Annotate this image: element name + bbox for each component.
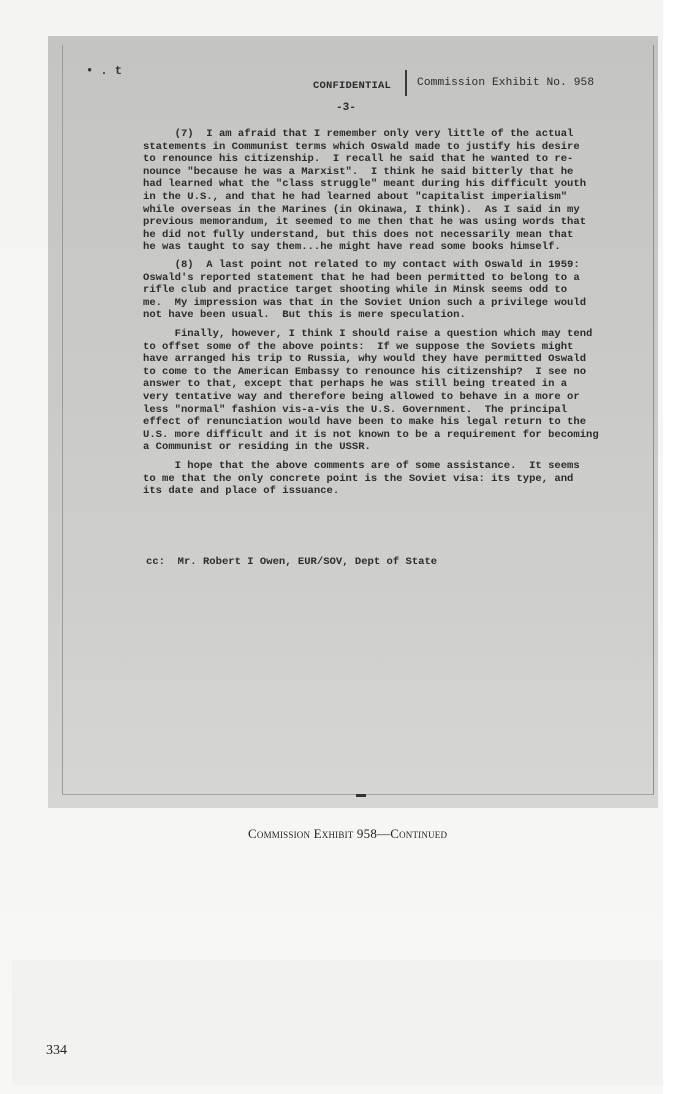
confidential-stamp: CONFIDENTIAL [313,80,392,92]
lower-page-band [12,960,663,1085]
paragraph-finally [143,328,599,454]
text-line: to me that the only concrete point is the Soviet visa: its type, and [143,472,574,485]
text-line: I hope that the above comments are of some assistance. It seems [143,460,580,472]
text-line: to come to the American Embassy to renounce his citizenship? I see no [143,365,587,378]
text-line: its date and place of issuance. [143,485,340,498]
text-line: me. My impression was that in the Soviet Union such a privilege would [143,296,587,309]
text-line: in the U.S., and that he had learned about "capitalist imperialism" [143,190,568,203]
text-line: effect of renunciation would have been to make his legal return to the [143,416,587,429]
text-line: Oswald's reported statement that he had been permitted to belong to a [143,271,580,284]
text-line: (8) A last point not related to my contact with Oswald in 1959: [143,259,580,271]
paragraph-8 [143,259,593,322]
frame-tick-mark [356,794,366,797]
text-line: rifle club and practice target shooting while in Minsk seems odd to [143,284,568,297]
paragraph-closing [143,460,593,498]
exhibit-divider [405,70,407,96]
text-line: have arranged his trip to Russia, why would they have permitted Oswald [143,353,587,366]
text-line: a Communist or residing in the USSR. [143,441,371,454]
text-line: to offset some of the above points: If we suppose the Soviets might [143,340,574,353]
text-line: while overseas in the Marines (in Okinawa, I think). As I said in my [143,203,580,216]
text-line: U.S. more difficult and it is not known to be a requirement for becoming [143,428,599,441]
text-line: previous memorandum, it seemed to me then that he was using words that [143,216,587,229]
paragraph-7 [143,128,593,254]
text-line: nounce "because he was a Marxist". I think he said bitterly that he [143,165,574,178]
text-line: had learned what the "class struggle" meant during his difficult youth [143,178,587,191]
exhibit-label: Commission Exhibit No. 958 [417,77,595,89]
exhibit-caption: Commission Exhibit 958—Continued [248,826,448,841]
text-line: very tentative way and therefore being allowed to behave in a more or [143,390,580,403]
text-line: he did not fully understand, but this does not necessarily mean that [143,228,574,241]
text-line: answer to that, except that perhaps he was still being treated in a [143,378,568,391]
text-line: Finally, however, I think I should raise a question which may tend [143,328,593,340]
text-line: (7) I am afraid that I remember only very little of the actual [143,128,574,140]
text-line: he was taught to say them...he might have read some books himself. [143,241,561,254]
page-number: 334 [46,1043,67,1058]
page-margin-strip [663,0,691,1094]
text-line: to renounce his citizenship. I recall he said that he wanted to re- [143,153,574,166]
text-line: not have been usual. But this is mere speculation. [143,309,466,322]
text-line: less "normal" fashion vis-a-vis the U.S. Government. The principal [143,403,568,416]
page-marker: -3- [336,102,356,114]
text-line: statements in Communist terms which Oswald made to justify his desire [143,140,580,153]
cc-line: cc: Mr. Robert I Owen, EUR/SOV, Dept of State [146,556,438,568]
corner-mark: • . t [86,64,123,78]
